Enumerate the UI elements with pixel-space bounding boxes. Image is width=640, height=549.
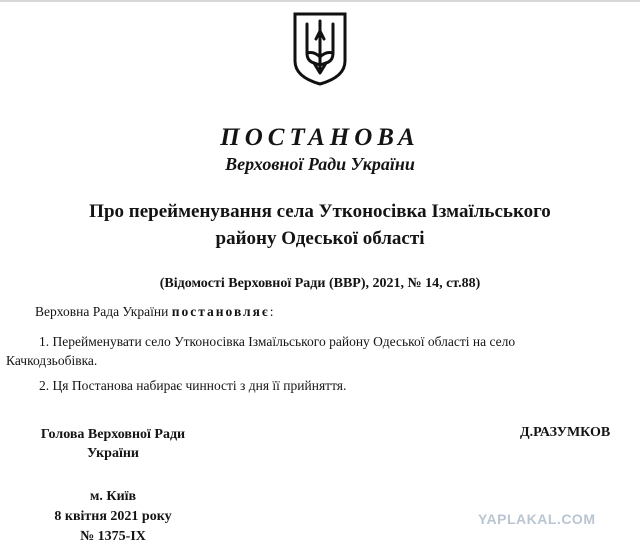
preamble-bold: постановляє: [171, 304, 270, 319]
place: м. Київ: [89, 489, 137, 504]
heading-line-2: району Одеської області: [215, 228, 425, 249]
resolution-item-2: [35, 376, 346, 395]
preamble-end: :: [269, 304, 274, 319]
signatory-title: [18, 425, 208, 463]
signatory-title-line-2: України: [86, 446, 139, 461]
top-border-line: [0, 0, 640, 2]
document-heading: [40, 198, 600, 252]
resolution-item-1: [6, 332, 627, 370]
document-title: ПОСТАНОВА: [220, 124, 420, 151]
preamble: [35, 302, 274, 321]
signatory-name: Д.РАЗУМКОВ: [520, 425, 611, 440]
place-date-number: [18, 487, 208, 547]
trident-coat-of-arms-icon: [292, 11, 348, 87]
signatory-title-line-1: Голова Верховної Ради: [40, 427, 186, 442]
heading-line-1: Про перейменування села Утконосівка Ізмаїльського: [89, 201, 551, 222]
date: 8 квітня 2021 року: [54, 509, 172, 524]
act-number: № 1375-IX: [80, 529, 146, 544]
gazette-reference: (Відомості Верховної Ради (ВВР), 2021, № 14, ст.88): [159, 276, 481, 291]
site-watermark: YAPLAKAL.COM: [478, 511, 596, 527]
item2-text: 2. Ця Постанова набирає чинності з дня її прийняття.: [39, 378, 347, 393]
item1-line-1: 1. Перейменувати село Утконосівка Ізмаїльського району Одеської області на село: [39, 334, 516, 349]
document-subtitle: Верховної Ради України: [225, 154, 415, 174]
item1-line-2: Качкодзьобівка.: [6, 353, 98, 368]
preamble-start: Верховна Рада України: [35, 304, 172, 319]
